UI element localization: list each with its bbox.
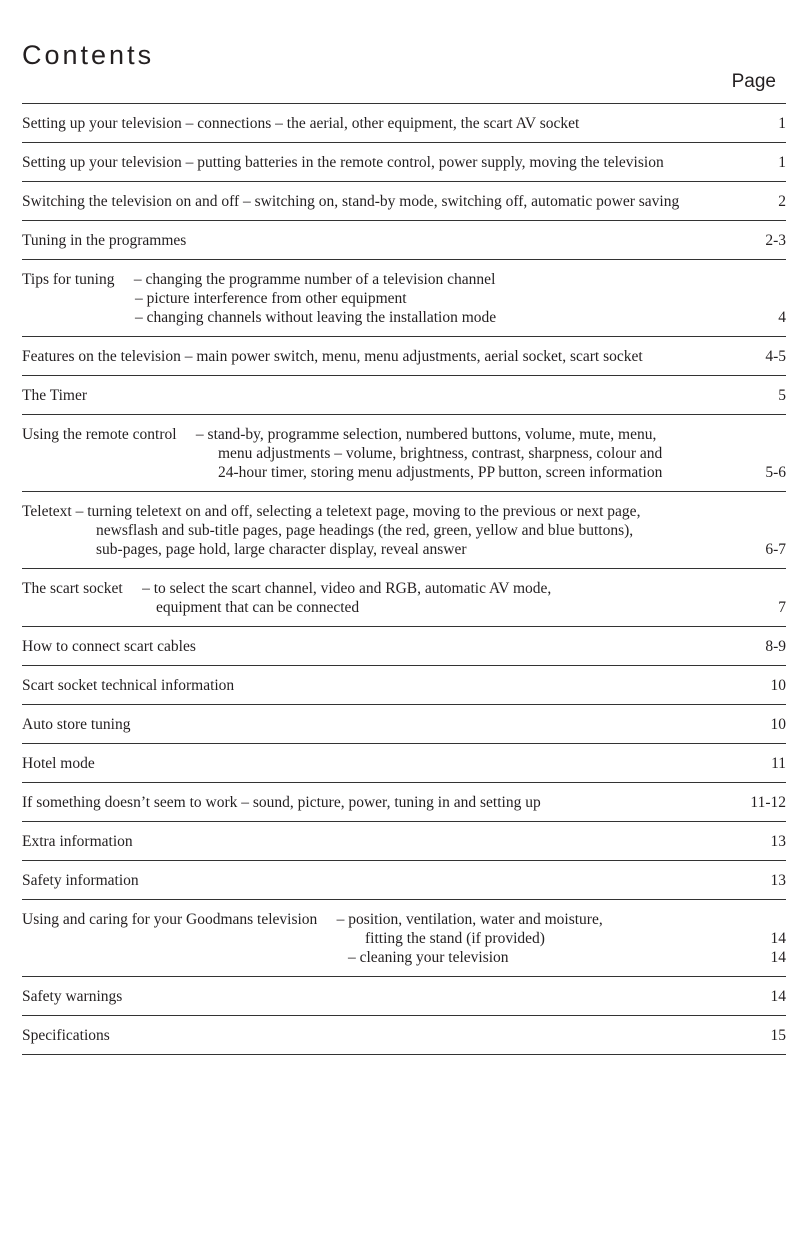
toc-entry[interactable]: [22, 744, 786, 783]
toc-entry-text: Scart socket technical information: [22, 677, 235, 694]
toc-entry[interactable]: [22, 492, 786, 569]
toc-page-number: 2: [778, 193, 786, 210]
toc-page-number: 14: [770, 988, 786, 1005]
page-column-heading: Page: [731, 71, 776, 92]
toc-page-number: 10: [770, 716, 786, 733]
toc-entry[interactable]: [22, 182, 786, 221]
toc-entry[interactable]: [22, 977, 786, 1016]
page-title: Contents: [22, 40, 155, 70]
toc-page-number: 4-5: [765, 348, 786, 365]
toc-entry-text: Hotel mode: [22, 755, 95, 772]
toc-entry[interactable]: [22, 822, 786, 861]
toc-page-number: 7: [778, 599, 786, 616]
toc-page-number: 13: [770, 872, 786, 889]
toc-entry-text: Switching the television on and off – switching on, stand-by mode, switching off, automatic power saving: [22, 193, 680, 210]
toc-entry-text: newsflash and sub-title pages, page headings (the red, green, yellow and blue buttons),: [96, 522, 634, 539]
toc-page-number: 1: [778, 115, 786, 132]
toc-entry-text: sub-pages, page hold, large character display, reveal answer: [96, 541, 467, 558]
toc-page-number: 10: [770, 677, 786, 694]
toc-entry-text: Teletext – turning teletext on and off, selecting a teletext page, moving to the previous or next page,: [22, 503, 641, 520]
toc-entry-text: menu adjustments – volume, brightness, contrast, sharpness, colour and: [218, 445, 663, 462]
toc-page-number: 11-12: [750, 794, 786, 811]
toc-page-number: 1: [778, 154, 786, 171]
toc-entry-text: – picture interference from other equipment: [135, 290, 407, 307]
toc-entry-text: – changing channels without leaving the installation mode: [135, 309, 497, 326]
toc-page-number: 14: [770, 949, 786, 966]
toc-entry[interactable]: [22, 627, 786, 666]
toc-entry-text: The Timer: [22, 387, 88, 404]
toc-entry[interactable]: [22, 900, 786, 977]
toc-entry-text: – cleaning your television: [348, 949, 509, 966]
toc-entry-text: Safety information: [22, 872, 139, 889]
table-of-contents: [22, 103, 786, 1055]
toc-page-number: 6-7: [765, 541, 786, 558]
toc-page-number: 14: [770, 930, 786, 947]
toc-entry[interactable]: [22, 783, 786, 822]
toc-page-number: 4: [778, 309, 786, 326]
toc-page-number: 11: [771, 755, 786, 772]
toc-entry-text: Extra information: [22, 833, 133, 850]
toc-entry[interactable]: [22, 569, 786, 627]
toc-entry-text: Safety warnings: [22, 988, 123, 1005]
toc-entry-text: Setting up your television – connections – the aerial, other equipment, the scart AV socket: [22, 115, 580, 132]
toc-page-number: 5: [778, 387, 786, 404]
toc-entry-text: The scart socket – to select the scart channel, video and RGB, automatic AV mode,: [22, 580, 552, 597]
toc-entry-text: If something doesn’t seem to work – sound, picture, power, tuning in and setting up: [22, 794, 541, 811]
toc-entry[interactable]: [22, 705, 786, 744]
toc-entry[interactable]: [22, 260, 786, 337]
toc-entry-text: How to connect scart cables: [22, 638, 196, 655]
toc-page-number: 8-9: [765, 638, 786, 655]
toc-entry[interactable]: [22, 376, 786, 415]
toc-page-number: 5-6: [765, 464, 786, 481]
toc-entry[interactable]: [22, 221, 786, 260]
toc-entry[interactable]: [22, 104, 786, 143]
toc-entry[interactable]: [22, 1016, 786, 1055]
toc-page-number: 15: [770, 1027, 786, 1044]
toc-entry-text: Using the remote control – stand-by, programme selection, numbered buttons, volume, mute, menu,: [22, 426, 657, 443]
toc-entry-text: Using and caring for your Goodmans television – position, ventilation, water and moisture,: [22, 911, 603, 928]
toc-entry-text: equipment that can be connected: [156, 599, 360, 616]
toc-page-number: 2-3: [765, 232, 786, 249]
toc-entry[interactable]: [22, 861, 786, 900]
toc-entry-text: 24-hour timer, storing menu adjustments, PP button, screen information: [218, 464, 663, 481]
toc-entry[interactable]: [22, 337, 786, 376]
toc-entry[interactable]: [22, 415, 786, 492]
toc-entry-text: Specifications: [22, 1027, 110, 1044]
toc-entry-text: Auto store tuning: [22, 716, 131, 733]
toc-entry-text: Features on the television – main power switch, menu, menu adjustments, aerial socket, scart socket: [22, 348, 643, 365]
toc-entry-text: fitting the stand (if provided): [365, 930, 545, 947]
toc-entry-text: Tips for tuning – changing the programme number of a television channel: [22, 271, 496, 288]
toc-entry-text: Setting up your television – putting batteries in the remote control, power supply, moving the television: [22, 154, 664, 171]
toc-entry[interactable]: [22, 666, 786, 705]
toc-entry[interactable]: [22, 143, 786, 182]
toc-page-number: 13: [770, 833, 786, 850]
toc-entry-text: Tuning in the programmes: [22, 232, 187, 249]
